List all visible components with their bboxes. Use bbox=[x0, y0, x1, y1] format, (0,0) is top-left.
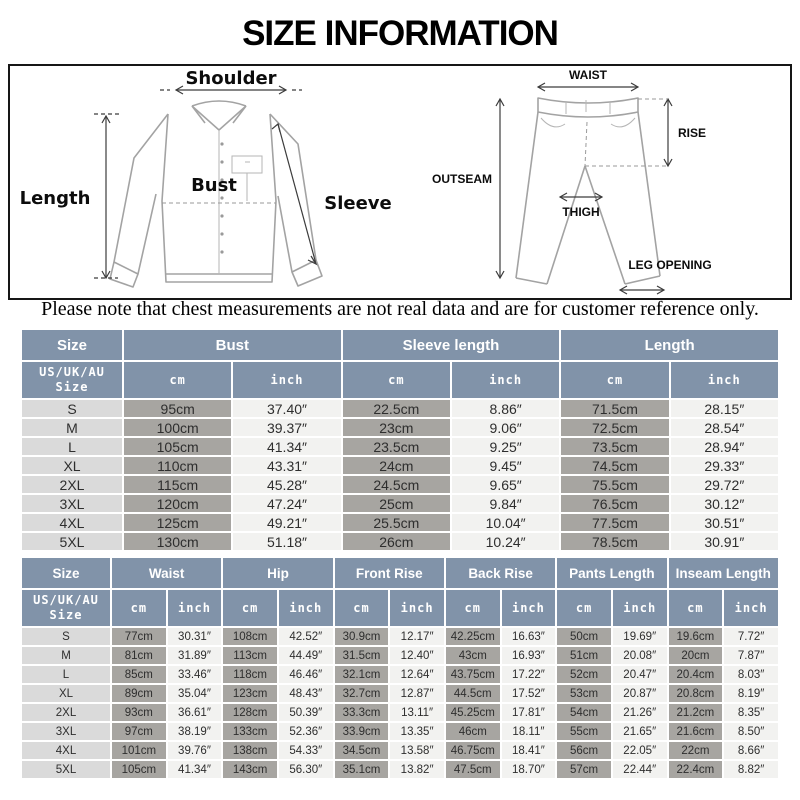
table-row bbox=[22, 438, 778, 455]
inch-value-cell: 42.52″ bbox=[279, 628, 333, 645]
shirt-length-label: Length bbox=[19, 188, 91, 209]
table-row bbox=[22, 400, 778, 417]
inch-value-cell: 41.34″ bbox=[233, 438, 340, 455]
size-value-cell: M bbox=[22, 647, 110, 664]
unit-header-inch: inch bbox=[279, 590, 333, 626]
cm-value-cell: 110cm bbox=[124, 457, 231, 474]
unit-header-inch: inch bbox=[168, 590, 222, 626]
size-value-cell: S bbox=[22, 628, 110, 645]
cm-value-cell: 34.5cm bbox=[335, 742, 389, 759]
inch-value-cell: 12.17″ bbox=[390, 628, 444, 645]
shirt-bust-label: Bust bbox=[191, 175, 237, 196]
pants-thigh-label: THIGH bbox=[562, 205, 600, 219]
inch-value-cell: 30.91″ bbox=[671, 533, 778, 550]
cm-value-cell: 95cm bbox=[124, 400, 231, 417]
inch-value-cell: 17.52″ bbox=[502, 685, 556, 702]
size-value-cell: 3XL bbox=[22, 495, 122, 512]
table-row bbox=[22, 685, 778, 702]
cm-value-cell: 85cm bbox=[112, 666, 166, 683]
cm-value-cell: 43cm bbox=[446, 647, 500, 664]
unit-header-cm: cm bbox=[557, 590, 611, 626]
inch-value-cell: 49.21″ bbox=[233, 514, 340, 531]
measurement-diagram-box bbox=[8, 64, 792, 300]
unit-header-inch: inch bbox=[452, 362, 559, 398]
cm-value-cell: 54cm bbox=[557, 704, 611, 721]
inch-value-cell: 38.19″ bbox=[168, 723, 222, 740]
inch-value-cell: 44.49″ bbox=[279, 647, 333, 664]
col-header-size: Size bbox=[22, 558, 110, 588]
cm-value-cell: 26cm bbox=[343, 533, 450, 550]
inch-value-cell: 8.19″ bbox=[724, 685, 778, 702]
group-header-row bbox=[22, 330, 778, 360]
inch-value-cell: 8.86″ bbox=[452, 400, 559, 417]
cm-value-cell: 47.5cm bbox=[446, 761, 500, 778]
pants-drawing bbox=[516, 98, 660, 284]
cm-value-cell: 120cm bbox=[124, 495, 231, 512]
cm-value-cell: 97cm bbox=[112, 723, 166, 740]
inch-value-cell: 47.24″ bbox=[233, 495, 340, 512]
table-row bbox=[22, 761, 778, 778]
inch-value-cell: 51.18″ bbox=[233, 533, 340, 550]
page-title: SIZE INFORMATION bbox=[242, 14, 558, 53]
inch-value-cell: 7.87″ bbox=[724, 647, 778, 664]
inch-value-cell: 18.41″ bbox=[502, 742, 556, 759]
shirt-diagram bbox=[10, 66, 420, 296]
inch-value-cell: 13.82″ bbox=[390, 761, 444, 778]
cm-value-cell: 56cm bbox=[557, 742, 611, 759]
inch-value-cell: 13.58″ bbox=[390, 742, 444, 759]
inch-value-cell: 20.08″ bbox=[613, 647, 667, 664]
cm-value-cell: 138cm bbox=[223, 742, 277, 759]
table-row bbox=[22, 666, 778, 683]
cm-value-cell: 25cm bbox=[343, 495, 450, 512]
col-header-hip: Hip bbox=[223, 558, 332, 588]
cm-value-cell: 23cm bbox=[343, 419, 450, 436]
cm-value-cell: 43.75cm bbox=[446, 666, 500, 683]
col-header-sleeve-length: Sleeve length bbox=[343, 330, 560, 360]
unit-header-cm: cm bbox=[343, 362, 450, 398]
cm-value-cell: 46cm bbox=[446, 723, 500, 740]
col-header-size: Size bbox=[22, 330, 122, 360]
cm-value-cell: 93cm bbox=[112, 704, 166, 721]
pants-diagram bbox=[420, 66, 790, 296]
cm-value-cell: 57cm bbox=[557, 761, 611, 778]
shirt-sleeve-label: Sleeve bbox=[324, 193, 392, 214]
inch-value-cell: 21.26″ bbox=[613, 704, 667, 721]
col-header-length: Length bbox=[561, 330, 778, 360]
cm-value-cell: 33.9cm bbox=[335, 723, 389, 740]
inch-value-cell: 10.04″ bbox=[452, 514, 559, 531]
inch-value-cell: 41.34″ bbox=[168, 761, 222, 778]
cm-value-cell: 125cm bbox=[124, 514, 231, 531]
cm-value-cell: 100cm bbox=[124, 419, 231, 436]
cm-value-cell: 118cm bbox=[223, 666, 277, 683]
cm-value-cell: 42.25cm bbox=[446, 628, 500, 645]
cm-value-cell: 81cm bbox=[112, 647, 166, 664]
size-value-cell: 2XL bbox=[22, 704, 110, 721]
reference-note: Please note that chest measurements are not real data and are for customer reference only. bbox=[41, 298, 759, 320]
unit-header-inch: inch bbox=[502, 590, 556, 626]
table-row bbox=[22, 742, 778, 759]
cm-value-cell: 45.25cm bbox=[446, 704, 500, 721]
inch-value-cell: 12.87″ bbox=[390, 685, 444, 702]
cm-value-cell: 73.5cm bbox=[561, 438, 668, 455]
inch-value-cell: 18.11″ bbox=[502, 723, 556, 740]
col-header-region-size bbox=[22, 362, 122, 398]
cm-value-cell: 44.5cm bbox=[446, 685, 500, 702]
inch-value-cell: 8.66″ bbox=[724, 742, 778, 759]
inch-value-cell: 18.70″ bbox=[502, 761, 556, 778]
pants-outseam-label: OUTSEAM bbox=[432, 172, 492, 186]
pants-size-table-body bbox=[22, 628, 778, 778]
size-value-cell: 4XL bbox=[22, 514, 122, 531]
inch-value-cell: 54.33″ bbox=[279, 742, 333, 759]
table-row bbox=[22, 647, 778, 664]
inch-value-cell: 19.69″ bbox=[613, 628, 667, 645]
pants-size-table bbox=[20, 556, 780, 780]
table-row bbox=[22, 723, 778, 740]
inch-value-cell: 35.04″ bbox=[168, 685, 222, 702]
pants-waist-label: WAIST bbox=[569, 68, 607, 82]
cm-value-cell: 75.5cm bbox=[561, 476, 668, 493]
unit-header-inch: inch bbox=[233, 362, 340, 398]
inch-value-cell: 31.89″ bbox=[168, 647, 222, 664]
cm-value-cell: 52cm bbox=[557, 666, 611, 683]
size-label: Size bbox=[49, 608, 83, 622]
inch-value-cell: 36.61″ bbox=[168, 704, 222, 721]
inch-value-cell: 45.28″ bbox=[233, 476, 340, 493]
inch-value-cell: 48.43″ bbox=[279, 685, 333, 702]
cm-value-cell: 20.8cm bbox=[669, 685, 723, 702]
inch-value-cell: 16.63″ bbox=[502, 628, 556, 645]
inch-value-cell: 29.33″ bbox=[671, 457, 778, 474]
size-value-cell: 3XL bbox=[22, 723, 110, 740]
cm-value-cell: 89cm bbox=[112, 685, 166, 702]
unit-header-inch: inch bbox=[613, 590, 667, 626]
col-header-pants-length: Pants Length bbox=[557, 558, 666, 588]
size-value-cell: 4XL bbox=[22, 742, 110, 759]
region-label: US/UK/AU bbox=[39, 365, 105, 379]
inch-value-cell: 22.05″ bbox=[613, 742, 667, 759]
unit-header-cm: cm bbox=[335, 590, 389, 626]
unit-header-cm: cm bbox=[446, 590, 500, 626]
shirt-shoulder-label: Shoulder bbox=[185, 68, 277, 89]
inch-value-cell: 30.31″ bbox=[168, 628, 222, 645]
cm-value-cell: 101cm bbox=[112, 742, 166, 759]
unit-header-inch: inch bbox=[724, 590, 778, 626]
cm-value-cell: 32.1cm bbox=[335, 666, 389, 683]
shirt-size-table bbox=[20, 328, 780, 552]
cm-value-cell: 53cm bbox=[557, 685, 611, 702]
size-value-cell: M bbox=[22, 419, 122, 436]
size-value-cell: L bbox=[22, 666, 110, 683]
cm-value-cell: 77cm bbox=[112, 628, 166, 645]
size-value-cell: 5XL bbox=[22, 761, 110, 778]
inch-value-cell: 8.82″ bbox=[724, 761, 778, 778]
inch-value-cell: 37.40″ bbox=[233, 400, 340, 417]
inch-value-cell: 16.93″ bbox=[502, 647, 556, 664]
unit-header-cm: cm bbox=[561, 362, 668, 398]
unit-header-cm: cm bbox=[112, 590, 166, 626]
cm-value-cell: 123cm bbox=[223, 685, 277, 702]
inch-value-cell: 9.25″ bbox=[452, 438, 559, 455]
inch-value-cell: 13.35″ bbox=[390, 723, 444, 740]
cm-value-cell: 32.7cm bbox=[335, 685, 389, 702]
region-label: US/UK/AU bbox=[33, 593, 99, 607]
inch-value-cell: 30.51″ bbox=[671, 514, 778, 531]
inch-value-cell: 9.84″ bbox=[452, 495, 559, 512]
col-header-inseam-length: Inseam Length bbox=[669, 558, 778, 588]
cm-value-cell: 78.5cm bbox=[561, 533, 668, 550]
inch-value-cell: 28.54″ bbox=[671, 419, 778, 436]
cm-value-cell: 20.4cm bbox=[669, 666, 723, 683]
cm-value-cell: 55cm bbox=[557, 723, 611, 740]
inch-value-cell: 43.31″ bbox=[233, 457, 340, 474]
inch-value-cell: 56.30″ bbox=[279, 761, 333, 778]
inch-value-cell: 39.76″ bbox=[168, 742, 222, 759]
cm-value-cell: 115cm bbox=[124, 476, 231, 493]
inch-value-cell: 52.36″ bbox=[279, 723, 333, 740]
cm-value-cell: 23.5cm bbox=[343, 438, 450, 455]
unit-header-cm: cm bbox=[669, 590, 723, 626]
inch-value-cell: 20.47″ bbox=[613, 666, 667, 683]
col-header-back-rise: Back Rise bbox=[446, 558, 555, 588]
size-value-cell: XL bbox=[22, 685, 110, 702]
cm-value-cell: 33.3cm bbox=[335, 704, 389, 721]
size-label: Size bbox=[55, 380, 89, 394]
inch-value-cell: 8.50″ bbox=[724, 723, 778, 740]
pants-rise-label: RISE bbox=[678, 126, 707, 140]
cm-value-cell: 74.5cm bbox=[561, 457, 668, 474]
table-row bbox=[22, 514, 778, 531]
inch-value-cell: 39.37″ bbox=[233, 419, 340, 436]
cm-value-cell: 22.4cm bbox=[669, 761, 723, 778]
cm-value-cell: 133cm bbox=[223, 723, 277, 740]
table-row bbox=[22, 533, 778, 550]
inch-value-cell: 9.45″ bbox=[452, 457, 559, 474]
cm-value-cell: 130cm bbox=[124, 533, 231, 550]
cm-value-cell: 19.6cm bbox=[669, 628, 723, 645]
col-header-front-rise: Front Rise bbox=[335, 558, 444, 588]
inch-value-cell: 28.15″ bbox=[671, 400, 778, 417]
unit-header-row bbox=[22, 590, 778, 626]
cm-value-cell: 22.5cm bbox=[343, 400, 450, 417]
inch-value-cell: 8.35″ bbox=[724, 704, 778, 721]
inch-value-cell: 50.39″ bbox=[279, 704, 333, 721]
size-value-cell: S bbox=[22, 400, 122, 417]
cm-value-cell: 77.5cm bbox=[561, 514, 668, 531]
table-row bbox=[22, 628, 778, 645]
cm-value-cell: 35.1cm bbox=[335, 761, 389, 778]
inch-value-cell: 46.46″ bbox=[279, 666, 333, 683]
table-row bbox=[22, 419, 778, 436]
cm-value-cell: 50cm bbox=[557, 628, 611, 645]
inch-value-cell: 13.11″ bbox=[390, 704, 444, 721]
pants-leg-opening-label: LEG OPENING bbox=[628, 258, 712, 272]
unit-header-inch: inch bbox=[671, 362, 778, 398]
inch-value-cell: 9.06″ bbox=[452, 419, 559, 436]
unit-header-inch: inch bbox=[390, 590, 444, 626]
unit-header-cm: cm bbox=[124, 362, 231, 398]
inch-value-cell: 17.22″ bbox=[502, 666, 556, 683]
col-header-waist: Waist bbox=[112, 558, 221, 588]
cm-value-cell: 51cm bbox=[557, 647, 611, 664]
table-row bbox=[22, 704, 778, 721]
cm-value-cell: 30.9cm bbox=[335, 628, 389, 645]
cm-value-cell: 22cm bbox=[669, 742, 723, 759]
cm-value-cell: 31.5cm bbox=[335, 647, 389, 664]
unit-header-row bbox=[22, 362, 778, 398]
cm-value-cell: 108cm bbox=[223, 628, 277, 645]
shirt-size-table-body bbox=[22, 400, 778, 550]
inch-value-cell: 12.40″ bbox=[390, 647, 444, 664]
table-row bbox=[22, 476, 778, 493]
inch-value-cell: 7.72″ bbox=[724, 628, 778, 645]
col-header-region-size bbox=[22, 590, 110, 626]
inch-value-cell: 20.87″ bbox=[613, 685, 667, 702]
inch-value-cell: 21.65″ bbox=[613, 723, 667, 740]
cm-value-cell: 105cm bbox=[124, 438, 231, 455]
cm-value-cell: 25.5cm bbox=[343, 514, 450, 531]
inch-value-cell: 29.72″ bbox=[671, 476, 778, 493]
inch-value-cell: 17.81″ bbox=[502, 704, 556, 721]
cm-value-cell: 21.2cm bbox=[669, 704, 723, 721]
cm-value-cell: 20cm bbox=[669, 647, 723, 664]
cm-value-cell: 76.5cm bbox=[561, 495, 668, 512]
cm-value-cell: 24cm bbox=[343, 457, 450, 474]
group-header-row bbox=[22, 558, 778, 588]
cm-value-cell: 105cm bbox=[112, 761, 166, 778]
size-value-cell: L bbox=[22, 438, 122, 455]
size-value-cell: XL bbox=[22, 457, 122, 474]
cm-value-cell: 46.75cm bbox=[446, 742, 500, 759]
cm-value-cell: 71.5cm bbox=[561, 400, 668, 417]
inch-value-cell: 22.44″ bbox=[613, 761, 667, 778]
inch-value-cell: 12.64″ bbox=[390, 666, 444, 683]
inch-value-cell: 9.65″ bbox=[452, 476, 559, 493]
size-value-cell: 2XL bbox=[22, 476, 122, 493]
inch-value-cell: 8.03″ bbox=[724, 666, 778, 683]
cm-value-cell: 113cm bbox=[223, 647, 277, 664]
unit-header-cm: cm bbox=[223, 590, 277, 626]
col-header-bust: Bust bbox=[124, 330, 341, 360]
table-row bbox=[22, 457, 778, 474]
cm-value-cell: 72.5cm bbox=[561, 419, 668, 436]
inch-value-cell: 30.12″ bbox=[671, 495, 778, 512]
size-value-cell: 5XL bbox=[22, 533, 122, 550]
cm-value-cell: 24.5cm bbox=[343, 476, 450, 493]
inch-value-cell: 33.46″ bbox=[168, 666, 222, 683]
table-row bbox=[22, 495, 778, 512]
cm-value-cell: 143cm bbox=[223, 761, 277, 778]
inch-value-cell: 28.94″ bbox=[671, 438, 778, 455]
inch-value-cell: 10.24″ bbox=[452, 533, 559, 550]
cm-value-cell: 128cm bbox=[223, 704, 277, 721]
cm-value-cell: 21.6cm bbox=[669, 723, 723, 740]
